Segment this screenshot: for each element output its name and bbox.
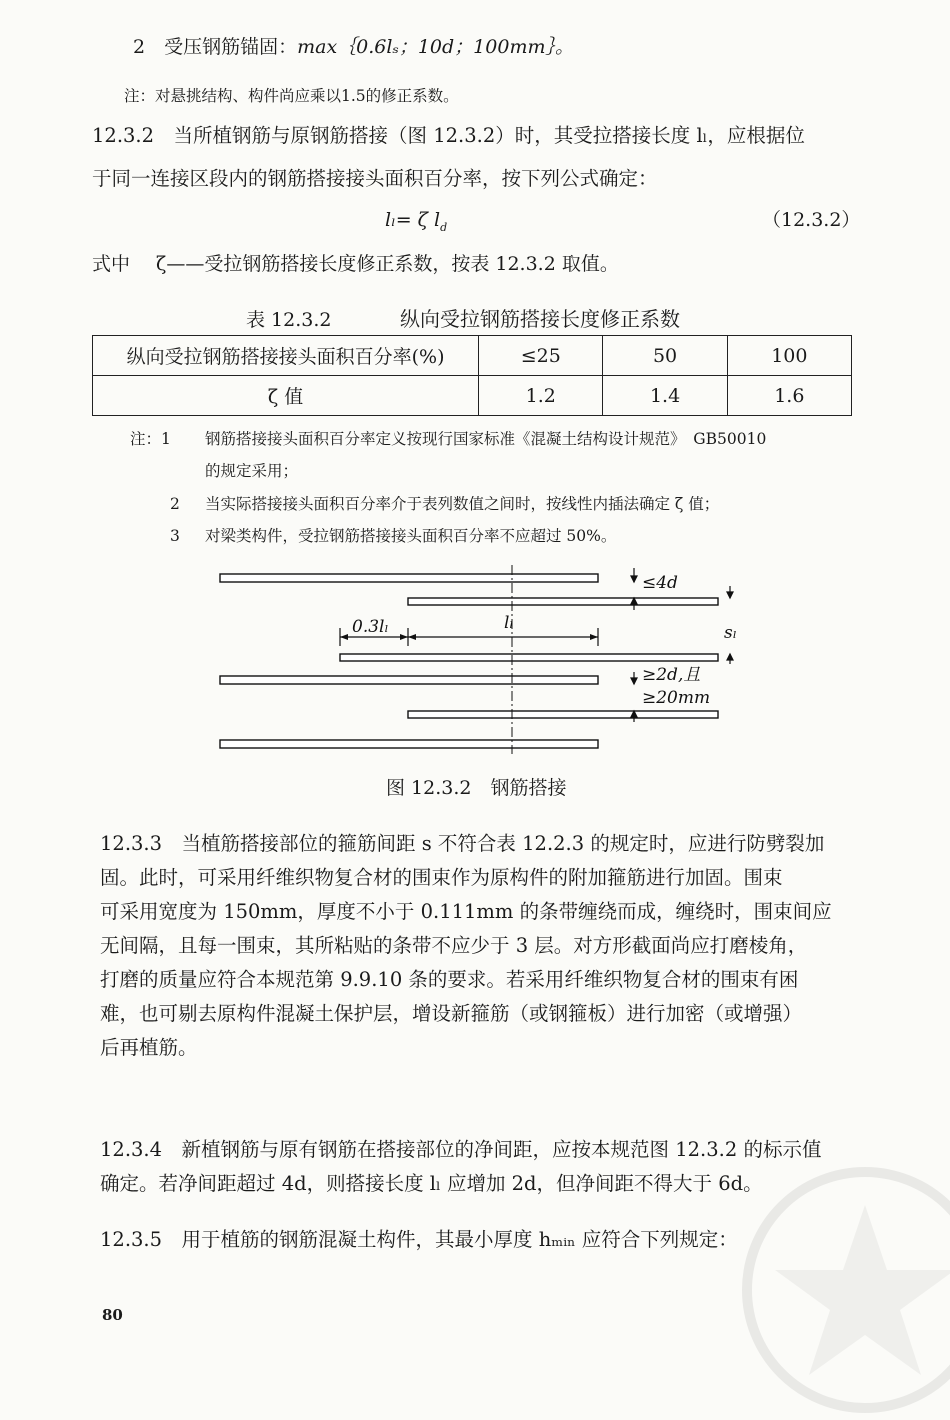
arrowhead: [408, 634, 416, 640]
s1232-line1: 12.3.2 当所植钢筋与原钢筋搭接（图 12.3.2）时，其受拉搭接长度 lₗ，应根据位: [92, 124, 805, 147]
table-caption-number: 表 12.3.2: [246, 309, 332, 331]
label-2d: ≥2d,且: [642, 665, 701, 685]
table-note-1-line2: 的规定采用；: [205, 462, 299, 480]
table-note-1-label: 注：1: [130, 430, 171, 448]
label-4d: ≤4d: [642, 573, 678, 593]
rebar-1: [220, 574, 598, 582]
table-note-2: 当实际搭接接头面积百分率介于表列数值之间时，按线性内插法确定 ζ 值；: [205, 495, 720, 513]
arrowhead: [631, 678, 637, 684]
table-cell: ζ 值: [93, 376, 479, 416]
lap-splice-figure: [200, 560, 760, 760]
top-note: 注：对悬挑结构、构件尚应乘以1.5的修正系数。: [124, 87, 459, 105]
paragraph-line: 12.3.5 用于植筋的钢筋混凝土构件，其最小厚度 hₘᵢₙ 应符合下列规定：: [100, 1228, 738, 1251]
table-cell: 100: [727, 336, 851, 376]
label-03l: 0.3lₗ: [352, 617, 389, 637]
arrowhead: [727, 592, 733, 598]
table-caption-title: 纵向受拉钢筋搭接长度修正系数: [400, 307, 680, 331]
table-row: [93, 376, 852, 416]
watermark-stamp: [735, 1160, 950, 1420]
where-line: [92, 255, 619, 274]
rebar-5: [408, 711, 718, 718]
arrowhead: [590, 634, 598, 640]
rebar-3: [340, 654, 718, 661]
where-text: ζ——受拉钢筋搭接长度修正系数，按表 12.3.2 取值。: [156, 253, 619, 275]
item-2: [133, 38, 574, 57]
table-cell: 50: [603, 336, 727, 376]
label-s: sₗ: [724, 623, 737, 643]
arrowhead: [631, 576, 637, 582]
label-l: lₗ: [504, 613, 514, 633]
s1232-line2: 于同一连接区段内的钢筋搭接接头面积百分率，按下列公式确定：: [92, 167, 658, 190]
paragraph-line: 后再植筋。: [100, 1036, 198, 1059]
page-number: 80: [102, 1306, 123, 1324]
table-note-3-label: 3: [170, 527, 180, 545]
where-label: 式中: [92, 253, 131, 275]
rebar-4: [220, 676, 598, 684]
formula-sub: d: [440, 220, 448, 234]
table-note-1-line1: 钢筋搭接接头面积百分率定义按现行国家标准《混凝土结构设计规范》 GB50010: [205, 430, 767, 448]
item-2-formula: max｛0.6lₛ；10d；100mm｝。: [297, 36, 574, 58]
coefficient-table: [92, 335, 852, 416]
section-12-3-3: [100, 827, 870, 1065]
paragraph-line: 12.3.4 新植钢筋与原有钢筋在搭接部位的净间距，应按本规范图 12.3.2 的标示值: [100, 1138, 822, 1161]
table-cell: ≤25: [479, 336, 603, 376]
item-2-label: 2 受压钢筋锚固：: [133, 36, 298, 58]
table-note-3: 对梁类构件，受拉钢筋搭接接头面积百分率不应超过 50%。: [205, 527, 617, 545]
paragraph-line: 12.3.3 当植筋搭接部位的箍筋间距 s 不符合表 12.2.3 的规定时，应进行防劈裂加: [100, 832, 825, 855]
arrowhead: [340, 634, 348, 640]
table-cell: 1.4: [603, 376, 727, 416]
arrowhead: [727, 654, 733, 660]
figure-caption: 图 12.3.2 钢筋搭接: [386, 777, 567, 799]
formula-main: lₗ= ζ l: [385, 209, 441, 231]
formula-12-3-2: [385, 211, 447, 233]
paragraph-line: 确定。若净间距超过 4d，则搭接长度 lₗ 应增加 2d，但净间距不得大于 6d。: [100, 1172, 763, 1195]
table-note-2-label: 2: [170, 495, 180, 513]
paragraph-line: 难，也可剔去原构件混凝土保护层，增设新箍筋（或钢箍板）进行加密（或增强）: [100, 1002, 803, 1025]
table-cell: 纵向受拉钢筋搭接接头面积百分率(%): [93, 336, 479, 376]
rebar-6: [220, 740, 598, 748]
table-cell: 1.6: [727, 376, 851, 416]
label-20mm: ≥20mm: [642, 688, 711, 708]
formula-number: （12.3.2）: [762, 209, 861, 231]
paragraph-line: 可采用宽度为 150mm，厚度不小于 0.111mm 的条带缠绕而成，缠绕时，围束间应: [100, 900, 832, 923]
paragraph-line: 固。此时，可采用纤维织物复合材的围束作为原构件的附加箍筋进行加固。围束: [100, 866, 783, 889]
table-row: [93, 336, 852, 376]
table-cell: 1.2: [479, 376, 603, 416]
paragraph-line: 打磨的质量应符合本规范第 9.9.10 条的要求。若采用纤维织物复合材的围束有困: [100, 968, 799, 991]
arrowhead: [400, 634, 408, 640]
rebar-2: [408, 598, 718, 605]
paragraph-line: 无间隔，且每一围束，其所粘贴的条带不应少于 3 层。对方形截面尚应打磨棱角，: [100, 934, 808, 957]
